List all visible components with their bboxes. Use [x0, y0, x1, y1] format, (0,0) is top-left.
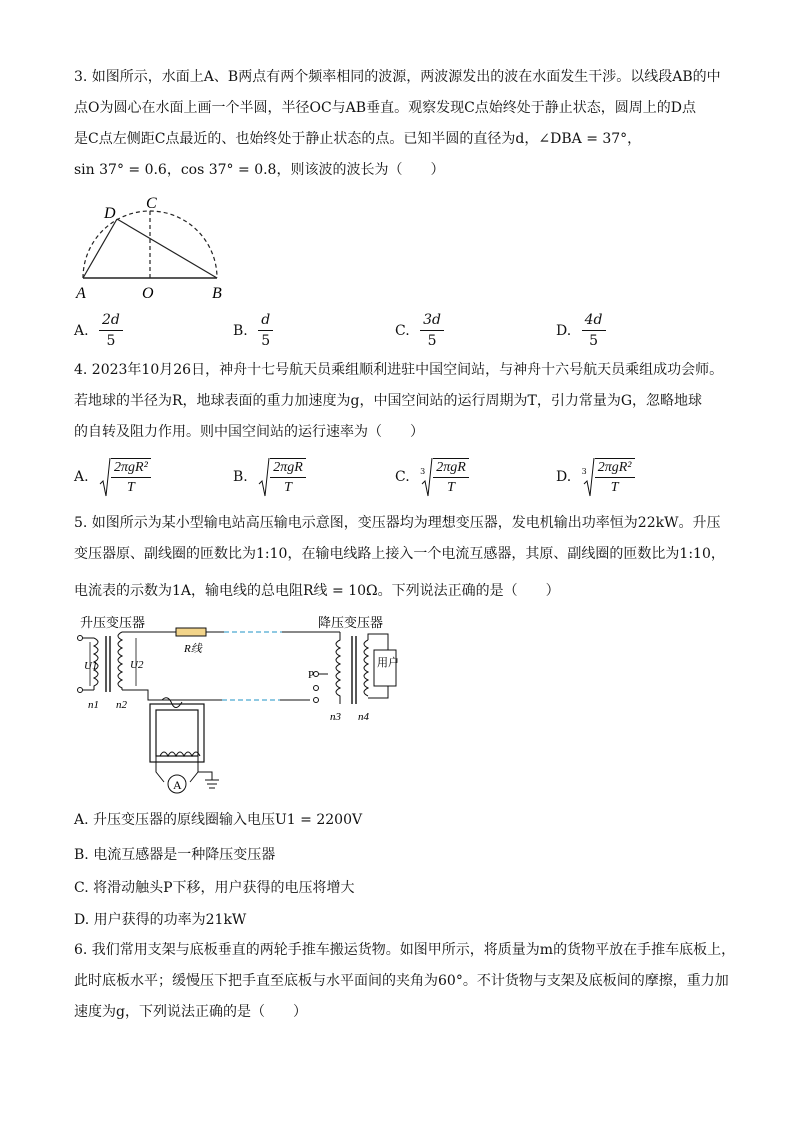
label-b: B	[212, 285, 222, 302]
label-o: O	[142, 285, 154, 302]
q5-option-a[interactable]: A. 升压变压器的原线圈输入电压U1 = 2200V	[74, 812, 363, 828]
label-a: A	[76, 285, 86, 302]
q3-line-4: sin 37° = 0.6，cos 37° = 0.8，则该波的波长为（ ）	[74, 162, 445, 178]
q6-line-1: 6. 我们常用支架与底板垂直的两轮手推车搬运货物。如图甲所示，将质量为m的货物平放在手推车底板上，	[74, 942, 736, 958]
q3-semicircle-figure	[70, 192, 240, 304]
line-resistor	[176, 628, 206, 636]
q5-option-c[interactable]: C. 将滑动触头P下移，用户获得的电压将增大	[74, 880, 355, 896]
coil-n2	[118, 632, 122, 690]
q4-line-3: 的自转及阻力作用。则中国空间站的运行速率为（ ）	[74, 424, 424, 440]
step-down-label: 降压变压器	[318, 615, 384, 630]
q5-line-1: 5. 如图所示为某小型输电站高压输电示意图，变压器均为理想变压器，发电机输出功率恒为22kW。升压	[74, 515, 721, 531]
q3-line-3: 是C点左侧距C点最近的、也始终处于静止状态的点。已知半圆的直径为d，∠DBA = 37°，	[74, 131, 642, 147]
u1-label: U1	[84, 660, 98, 672]
label-c: C	[146, 195, 157, 212]
n1-label: n1	[88, 699, 99, 711]
slider-p-label: P	[308, 669, 315, 681]
coil-n4	[364, 640, 368, 696]
q5-line-2: 变压器原、副线圈的匝数比为1:10，在输电线路上接入一个电流互感器，其原、副线圈的匝数比为1:10，	[74, 546, 725, 562]
radical-sign	[99, 456, 111, 498]
q4-option-c[interactable]: C. 3 $\frac{\text{2πgR}}{T}$	[395, 456, 469, 498]
ct-primary-coil	[162, 698, 182, 708]
current-transformer-core	[150, 704, 204, 762]
segment-db	[117, 219, 217, 278]
q4-option-d[interactable]: D. 3 $\frac{\text{2πgR²}}{T}$	[556, 456, 635, 498]
slider-terminal[interactable]	[314, 672, 319, 677]
q4-line-2: 若地球的半径为R，地球表面的重力加速度为g，中国空间站的运行周期为T，引力常量为G，忽略地球	[74, 393, 703, 409]
n3-label: n3	[330, 711, 341, 723]
q3-option-c[interactable]: C. $\frac{3d}{5}$	[395, 312, 444, 350]
radical-sign	[258, 456, 270, 498]
q5-option-b[interactable]: B. 电流互感器是一种降压变压器	[74, 847, 276, 863]
ammeter-label: A	[173, 778, 182, 792]
transmission-circuit-figure	[72, 612, 402, 802]
q3-option-b[interactable]: B. $\frac{d}{5}$	[233, 312, 273, 350]
q3-option-d[interactable]: D. $\frac{4d}{5}$	[556, 312, 606, 350]
q4-option-b[interactable]: B. $\frac{\text{2πgR}}{T}$	[233, 456, 306, 498]
ground-icon	[198, 772, 219, 788]
q4-option-a[interactable]: A. $\frac{\text{2πgR²}}{T}$	[74, 456, 151, 498]
input-terminal-top	[78, 636, 83, 641]
radical-sign	[583, 456, 595, 498]
n4-label: n4	[358, 711, 369, 723]
step-up-label: 升压变压器	[80, 615, 146, 630]
q6-line-3: 速度为g，下列说法正确的是（ ）	[74, 1004, 307, 1020]
q3-line-1: 3. 如图所示，水面上A、B两点有两个频率相同的波源，两波源发出的波在水面发生干涉。以线段AB的中	[74, 69, 721, 85]
resistor-label: R线	[184, 643, 202, 655]
coil-n3	[336, 632, 340, 704]
user-label: 用户	[377, 657, 399, 669]
input-terminal-bottom	[78, 688, 83, 693]
q3-option-a[interactable]: A. $\frac{2d}{5}$	[74, 312, 123, 350]
q3-line-2: 点O为圆心在水面上画一个半圆，半径OC与AB垂直。观察发现C点始终处于静止状态，圆周上的D点	[74, 100, 696, 116]
segment-ad	[83, 219, 117, 278]
u2-label: U2	[130, 659, 144, 671]
label-d: D	[104, 205, 116, 222]
q4-line-1: 4. 2023年10月26日，神舟十七号航天员乘组顺利进驻中国空间站，与神舟十六号航天员乘组成功会师。	[74, 362, 724, 378]
q5-option-d[interactable]: D. 用户获得的功率为21kW	[74, 912, 247, 928]
q5-line-3: 电流表的示数为1A，输电线的总电阻R线 = 10Ω。下列说法正确的是（ ）	[74, 583, 560, 599]
n2-label: n2	[116, 699, 127, 711]
radical-sign	[421, 456, 433, 498]
q6-line-2: 此时底板水平；缓慢压下把手直至底板与水平面间的夹角为60°。不计货物与支架及底板间的摩擦，重力加	[74, 973, 729, 989]
